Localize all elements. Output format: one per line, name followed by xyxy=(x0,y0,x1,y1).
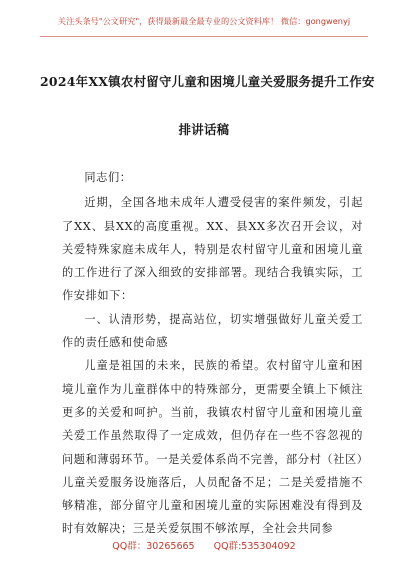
greeting: 同志们： xyxy=(84,171,132,184)
paragraph-section-1: 儿童是祖国的未来，民族的希望。农村留守儿童和困境儿童作为儿童群体中的特殊部分，更需要全镇上下倾注更多的关爱和呵护。当前，我镇农村留守儿童和困境儿童关爱工作虽然取得了一定成效，但仍存在一些不容忽视的问题和薄弱环节。一是关爱体系尚不完善，部分村（社区）儿童关爱服务设施落后，人员配备不足；二是关爱措施不够精准，部分留守儿童和困境儿童的实际困难没有得到及时有效解决；三是关爱氛围不够浓厚，全社会共同参 xyxy=(62,359,363,536)
section-heading-1: 一、认清形势，提高站位，切实增强做好儿童关爱工作的责任感和使命感 xyxy=(62,312,363,350)
document-title-line-2: 排讲话稿 xyxy=(178,122,230,137)
header-banner-area xyxy=(0,0,408,28)
paragraph-intro: 近期，全国各地未成年人遭受侵害的案件频发，引起了XX、县XX的高度重视。XX、县XX多次召开会议，对关爱特殊家庭未成年人，特别是农村留守儿童和困境儿童的工作进行了深入细致的安排部署。现结合我镇实际，工作安排如下： xyxy=(62,196,363,303)
document-title-line-1: 2024年XX镇农村留守儿童和困境儿童关爱服务提升工作安 xyxy=(40,74,375,89)
footer-contact xyxy=(0,538,408,552)
header-divider xyxy=(40,36,368,37)
header-banner-text: 关注头条号"公文研究"，获得最新最全最专业的公文资料库！ 微信：gongwenyj xyxy=(57,16,351,26)
footer-qq-group-1: QQ群：30265665 xyxy=(112,541,195,552)
document-body xyxy=(62,166,363,541)
footer-qq-group-2: QQ群:535304092 xyxy=(213,541,296,552)
